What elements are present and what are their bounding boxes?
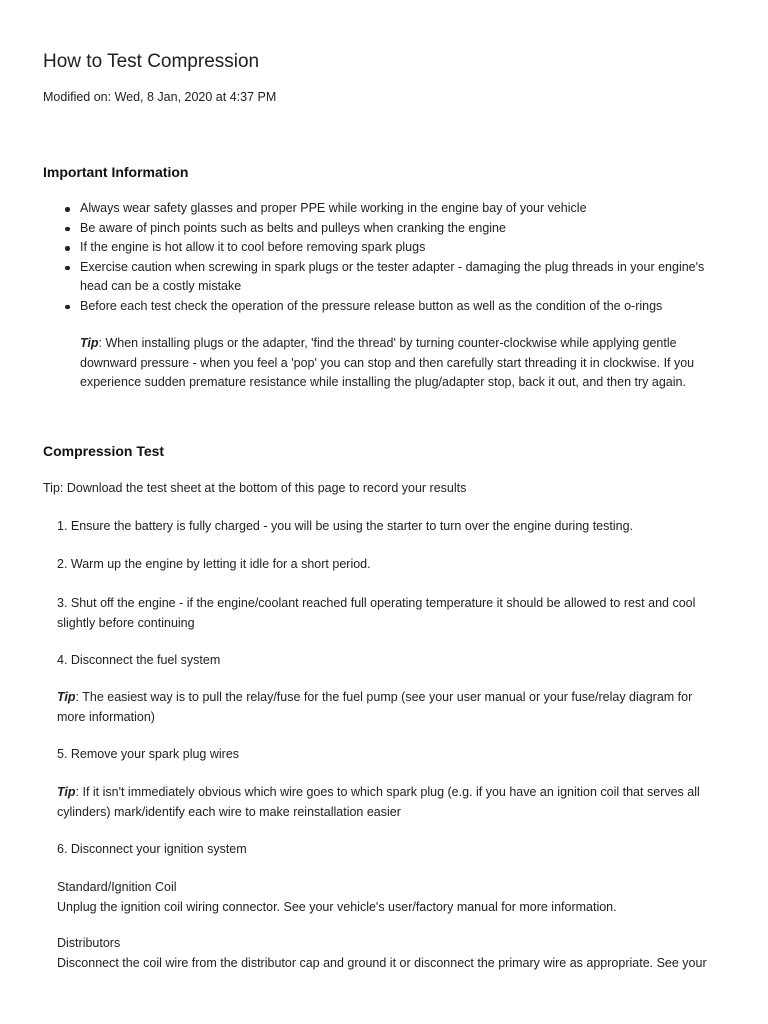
safety-list	[43, 199, 723, 316]
list-item: Exercise caution when screwing in spark plugs or the tester adapter - damaging the plug threads in your engine's head can be a costly mistake	[43, 258, 723, 297]
step-4: 4. Disconnect the fuel system	[57, 653, 221, 667]
list-item: Before each test check the operation of the pressure release button as well as the condition of the o-rings	[43, 297, 723, 317]
tip-text: : The easiest way is to pull the relay/fuse for the fuel pump (see your user manual or your fuse/relay diagram for more information)	[57, 690, 693, 724]
modified-date: Modified on: Wed, 8 Jan, 2020 at 4:37 PM	[43, 90, 277, 104]
standard-heading: Standard/Ignition Coil	[57, 880, 177, 894]
step-1: 1. Ensure the battery is fully charged - you will be using the starter to turn over the engine during testing.	[57, 519, 634, 533]
page-title: How to Test Compression	[43, 51, 260, 72]
distributors-text: Disconnect the coil wire from the distributor cap and ground it or disconnect the primary wire as appropriate. See your	[57, 955, 707, 970]
step-6: 6. Disconnect your ignition system	[57, 842, 247, 856]
step-2: 2. Warm up the engine by letting it idle for a short period.	[57, 557, 371, 571]
list-item: Always wear safety glasses and proper PPE while working in the engine bay of your vehicle	[43, 199, 723, 219]
standard-text: Unplug the ignition coil wiring connector. See your vehicle's user/factory manual for more information.	[57, 899, 617, 914]
download-tip: Tip: Download the test sheet at the bottom of this page to record your results	[43, 481, 467, 495]
step-3: 3. Shut off the engine - if the engine/coolant reached full operating temperature it should be allowed to rest and cool slightly before continuing	[57, 596, 696, 630]
tip-label: Tip	[57, 785, 76, 799]
list-item: Be aware of pinch points such as belts and pulleys when cranking the engine	[43, 219, 723, 239]
compression-test-heading: Compression Test	[43, 443, 165, 459]
tip-label: Tip	[57, 690, 76, 704]
step-5: 5. Remove your spark plug wires	[57, 747, 240, 761]
important-information-heading: Important Information	[43, 164, 189, 180]
wire-tip	[57, 783, 717, 822]
standard-ignition-coil	[57, 878, 717, 917]
tip-label: Tip	[80, 336, 99, 350]
tip-text: : When installing plugs or the adapter, 'find the thread' by turning counter-clockwise while applying gentle downward pressure - when you feel a 'pop' you can stop and then carefully start threading it in clockwise. If you experience sudden premature resistance while installing the plug/adapter stop, back it out, and then try again.	[80, 336, 695, 389]
list-item: If the engine is hot allow it to cool before removing spark plugs	[43, 238, 723, 258]
tip-text: : If it isn't immediately obvious which wire goes to which spark plug (e.g. if you have an ignition coil that serves all cylinders) mark/identify each wire to make reinstallation easier	[57, 785, 700, 819]
distributors	[57, 934, 717, 973]
distributors-heading: Distributors	[57, 936, 121, 950]
thread-tip	[80, 334, 720, 393]
fuel-tip	[57, 688, 717, 727]
